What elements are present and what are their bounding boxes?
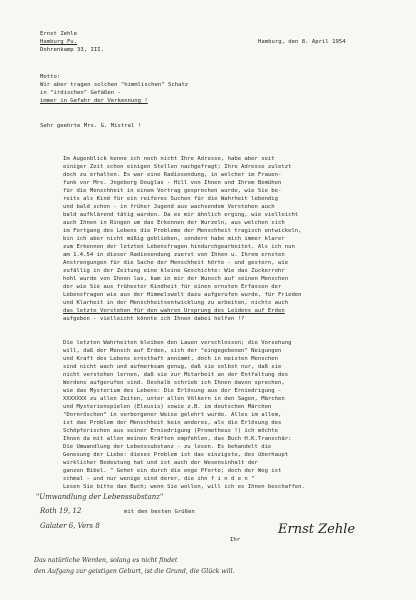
text-line: auch Ihnen in Ringen um das Erkennen der Wurzeln, aus welchen sich	[63, 220, 285, 226]
salutation: Sehr geehrte Mrs. G. Mistral !	[40, 123, 142, 129]
text-line: und Mysterienspielen (Eleusis) sowie z.B. im deutschen Märchen	[63, 404, 272, 410]
text-line: wirklicher Bedeutung hat und ist auch der Wesensinhalt der	[63, 460, 258, 466]
text-line: hohl wurde von Ihnen las, kam in mir der Wunsch auf seinen Menschen	[63, 276, 289, 282]
text-line: am 1.4.54 in dieser Radiosendung zuerst von Ihnen u. Ihrem ernsten	[63, 252, 285, 258]
handwritten-book-title: "Umwandlung der Lebenssubstanz"	[36, 493, 164, 501]
text-line: bin ich aber nicht müßig geblieben, sondern habe mich immer klarer	[63, 236, 285, 242]
sender-city: Hamburg Fu.	[40, 39, 78, 45]
handwritten-footnote-line-1: Das natürliche Werden, solang es nicht findet	[34, 557, 178, 564]
sender-name: Ernst Zehle	[40, 31, 78, 37]
text-line: im Fortgang des Lebens die Probleme der Menschheit tragisch entwickeln,	[63, 228, 302, 234]
text-line: für die Menschheit in einem Vortrag gesprochen wurde, wie Sie be-	[63, 188, 282, 194]
text-line: und Kraft des Lebens ernsthaft annimmt, doch in meisten Menschen	[63, 356, 279, 362]
text-line: Werdens aufgerufen sind. Deshalb schrieb ich Ihnen davon sprechen,	[63, 380, 285, 386]
motto-line-2: in "irdischen" Gefäßen -	[40, 90, 121, 96]
text-line: sind nicht wach und aufmerksam genug, daß sie selbst nur, daß sie	[63, 364, 282, 370]
text-line: "Dornröschen" in verborgener Weise gelehrt wurde. Alles im allem,	[63, 412, 282, 418]
text-line: einiger Zeit schon einigen Stellen nachgefragt; Ihre Adresse zuletzt	[63, 164, 292, 170]
letter-date: Hamburg, den 8. April 1954	[258, 39, 346, 45]
text-line: und bald schon - in früher Jugend aus wachsendem Verstehen auch	[63, 204, 275, 210]
text-line: Die letzten Wahrheiten bleiben den Lauen verschlossen; die Vorsehung	[63, 340, 292, 346]
text-line: Lesen Sie bitte das Buch; wenn Sie wollen, will ich es Ihnen beschaffen.	[63, 484, 305, 490]
text-line: Anstrengungen für die Sache der Menschheit hörte - und gestern, wie	[63, 260, 289, 266]
text-line: Im Augenblick kenne ich noch nicht Ihre Adresse, habe aber seit	[63, 156, 275, 162]
text-line: ist das Problem der Menschheit kein anderes, als die Erlösung des	[63, 420, 282, 426]
text-line: zufällig in der Zeitung eine kleine Geschichte: Wie das Zuckerrohr	[63, 268, 285, 274]
text-line: bald aufklärend tätig wurden. Da es mir ähnlich erging, wie vielleicht	[63, 212, 299, 218]
motto-line-3: immer in Gefahr der Verkennung !	[40, 98, 148, 104]
closing-prefix: Ihr	[230, 537, 241, 543]
text-line: aufgeben - vielleicht könnte ich Ihnen dabei helfen !?	[63, 316, 245, 322]
text-line: reits als Kind für ein reiferes Suchen für die Wahrheit lebendig	[63, 196, 279, 202]
handwritten-footnote-line-2: den Aufgang zur geistigen Geburt, ist die Grund, die Glück will.	[34, 568, 235, 575]
handwritten-reference-2: Galater 6, Vers 8	[40, 522, 100, 530]
text-line: funk vor Mrs. Jngeborg Douglas - Hill von Ihnen und Ihrem Bemühen	[63, 180, 282, 186]
handwritten-signature: Ernst Zehle	[278, 522, 356, 537]
closing-greeting: mit den besten Grüßen	[124, 509, 195, 515]
text-line: Lebensfragen wie aus der Himmelswelt dazu aufgerufen wurde, für Frieden	[63, 292, 302, 298]
text-line: Genesung der Liebe: dieses Problem ist das einzigste, des überhaupt	[63, 452, 289, 458]
motto-line-1: Wir aber tragen solchen "himmlischen" Schatz	[40, 82, 189, 88]
text-line: will, daß der Mensch auf Erden, sich der "eingegebenen" Neigungen	[63, 348, 282, 354]
text-line: wie das Mysterium des Lebens: Die Erlösung aus der Erniedrigung -	[63, 388, 282, 394]
sender-street: Dohrenkamp 33, III.	[40, 47, 104, 53]
text-line: Ihnen da mit allen meinen Kräften empfehlen, das Buch H.K.Transchär:	[63, 436, 292, 442]
text-line: Die Umwandlung der Lebenssubstanz - zu lesen. Es behandelt die	[63, 444, 272, 450]
motto-label: Motto:	[40, 74, 61, 80]
text-line: schmal - und nur wenige sind derer, die ihn f i n d e n "	[63, 476, 255, 482]
text-line: das letzte Verstehen für den wahren Ursprung des Leidens auf Erden	[63, 308, 285, 314]
text-line: nicht verstehen lernen, daß sie zur Mitarbeit an der Entfaltung des	[63, 372, 289, 378]
text-line: XXXXXXX zu allen Zeiten, unter allen Völkern in den Sagen, Märchen	[63, 396, 285, 402]
text-line: zum Erkennen der letzten Lebensfragen hindurchgearbeitet. Als ich nun	[63, 244, 295, 250]
text-line: Schöpferischen aus seiner Erniedrigung (Prometheus !) ich möchte	[63, 428, 279, 434]
text-line: doch zu erhalten. Es war eine Radiosendung, in welcher im Frauen-	[63, 172, 282, 178]
handwritten-reference-1: Roth 19, 12	[40, 507, 82, 515]
text-line: ganzen Bibel. " Gehet ein durch die enge Pforte; doch der Weg ist	[63, 468, 282, 474]
text-line: und Klarheit in der Menschheitsentwicklung zu arbeiten, nichts auch	[63, 300, 289, 306]
text-line: der wie Sie aus frühester Kindheit für einen ernsten Erfassen der	[63, 284, 282, 290]
